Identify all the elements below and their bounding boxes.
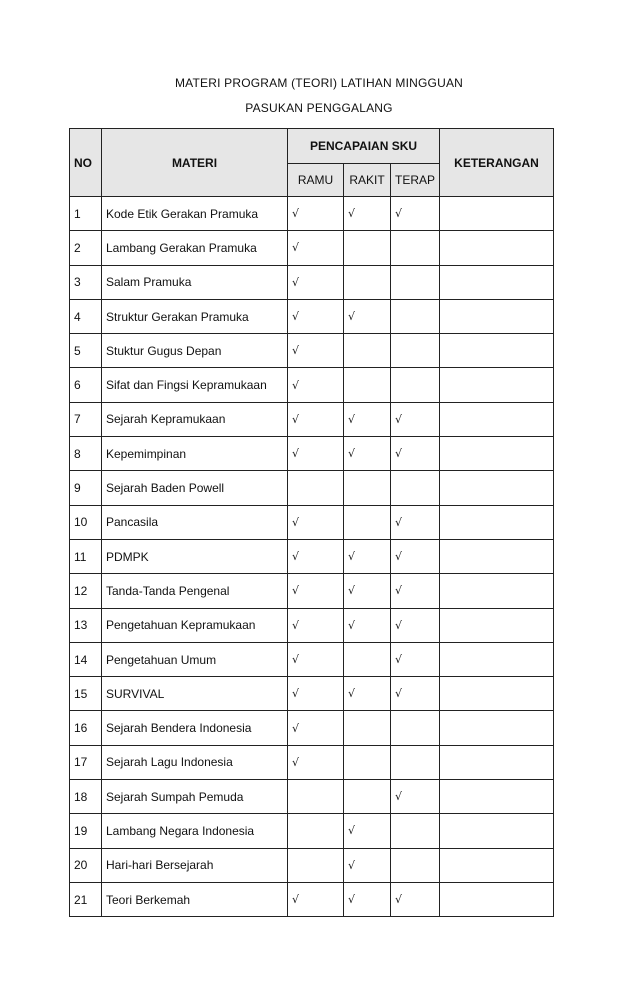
cell-no: 9 [70, 471, 102, 505]
cell-materi: Sejarah Lagu Indonesia [102, 745, 288, 779]
table-row [70, 368, 554, 402]
cell-terap-check: √ [391, 505, 440, 539]
cell-keterangan [440, 334, 554, 368]
cell-terap-check [391, 299, 440, 333]
document-subtitle: PASUKAN PENGGALANG [245, 101, 393, 115]
cell-rakit-check: √ [344, 608, 391, 642]
cell-ramu-check: √ [288, 437, 344, 471]
cell-materi: Pancasila [102, 505, 288, 539]
sku-table [69, 128, 554, 917]
cell-no: 12 [70, 574, 102, 608]
cell-keterangan [440, 574, 554, 608]
cell-ramu-check: √ [288, 608, 344, 642]
table-row [70, 299, 554, 333]
table-row [70, 745, 554, 779]
table-row [70, 608, 554, 642]
cell-rakit-check: √ [344, 299, 391, 333]
cell-terap-check: √ [391, 642, 440, 676]
cell-rakit-check [344, 711, 391, 745]
cell-keterangan [440, 197, 554, 231]
table-row [70, 505, 554, 539]
cell-no: 3 [70, 265, 102, 299]
cell-materi: Lambang Negara Indonesia [102, 814, 288, 848]
cell-materi: Sejarah Bendera Indonesia [102, 711, 288, 745]
cell-ramu-check: √ [288, 231, 344, 265]
cell-terap-check [391, 265, 440, 299]
header-terap: TERAP [391, 164, 440, 197]
cell-no: 7 [70, 402, 102, 436]
cell-ramu-check [288, 471, 344, 505]
cell-terap-check [391, 368, 440, 402]
table-row [70, 437, 554, 471]
cell-materi: PDMPK [102, 539, 288, 573]
cell-ramu-check: √ [288, 574, 344, 608]
cell-ramu-check: √ [288, 402, 344, 436]
header-ramu: RAMU [288, 164, 344, 197]
cell-terap-check [391, 231, 440, 265]
cell-materi: Kepemimpinan [102, 437, 288, 471]
cell-rakit-check [344, 265, 391, 299]
cell-terap-check: √ [391, 574, 440, 608]
cell-keterangan [440, 299, 554, 333]
cell-rakit-check [344, 505, 391, 539]
cell-keterangan [440, 402, 554, 436]
cell-keterangan [440, 711, 554, 745]
cell-keterangan [440, 231, 554, 265]
cell-materi: Struktur Gerakan Pramuka [102, 299, 288, 333]
cell-terap-check: √ [391, 402, 440, 436]
cell-keterangan [440, 882, 554, 916]
cell-no: 15 [70, 677, 102, 711]
table-row [70, 780, 554, 814]
cell-rakit-check: √ [344, 848, 391, 882]
cell-materi: Pengetahuan Kepramukaan [102, 608, 288, 642]
table-header [70, 129, 554, 197]
cell-terap-check: √ [391, 197, 440, 231]
cell-terap-check: √ [391, 677, 440, 711]
table-row [70, 265, 554, 299]
cell-no: 1 [70, 197, 102, 231]
cell-rakit-check [344, 745, 391, 779]
cell-rakit-check [344, 780, 391, 814]
cell-terap-check: √ [391, 780, 440, 814]
cell-materi: Sifat dan Fingsi Kepramukaan [102, 368, 288, 402]
table-row [70, 197, 554, 231]
cell-terap-check [391, 745, 440, 779]
cell-rakit-check [344, 334, 391, 368]
header-no: NO [70, 129, 102, 197]
table-row [70, 848, 554, 882]
cell-keterangan [440, 642, 554, 676]
table-row [70, 574, 554, 608]
cell-rakit-check [344, 368, 391, 402]
cell-terap-check [391, 814, 440, 848]
cell-ramu-check: √ [288, 745, 344, 779]
cell-rakit-check [344, 231, 391, 265]
cell-keterangan [440, 780, 554, 814]
cell-rakit-check: √ [344, 539, 391, 573]
cell-terap-check: √ [391, 539, 440, 573]
document-title: MATERI PROGRAM (TEORI) LATIHAN MINGGUAN [174, 76, 464, 90]
cell-ramu-check [288, 814, 344, 848]
cell-ramu-check: √ [288, 265, 344, 299]
cell-rakit-check: √ [344, 437, 391, 471]
cell-terap-check [391, 711, 440, 745]
cell-keterangan [440, 745, 554, 779]
table-row [70, 402, 554, 436]
cell-materi: Salam Pramuka [102, 265, 288, 299]
cell-materi: Sejarah Baden Powell [102, 471, 288, 505]
cell-ramu-check: √ [288, 882, 344, 916]
table-row [70, 642, 554, 676]
cell-materi: Kode Etik Gerakan Pramuka [102, 197, 288, 231]
cell-terap-check [391, 334, 440, 368]
cell-rakit-check [344, 471, 391, 505]
cell-rakit-check: √ [344, 574, 391, 608]
cell-no: 5 [70, 334, 102, 368]
cell-ramu-check: √ [288, 334, 344, 368]
cell-materi: Sejarah Sumpah Pemuda [102, 780, 288, 814]
cell-no: 19 [70, 814, 102, 848]
cell-materi: Stuktur Gugus Depan [102, 334, 288, 368]
cell-no: 21 [70, 882, 102, 916]
cell-ramu-check [288, 780, 344, 814]
table-row [70, 677, 554, 711]
cell-ramu-check: √ [288, 299, 344, 333]
cell-no: 14 [70, 642, 102, 676]
cell-keterangan [440, 814, 554, 848]
cell-rakit-check [344, 642, 391, 676]
header-keterangan: KETERANGAN [440, 129, 554, 197]
cell-keterangan [440, 539, 554, 573]
cell-rakit-check: √ [344, 882, 391, 916]
table-row [70, 814, 554, 848]
cell-materi: SURVIVAL [102, 677, 288, 711]
cell-ramu-check: √ [288, 197, 344, 231]
cell-terap-check [391, 848, 440, 882]
table-row [70, 882, 554, 916]
cell-ramu-check: √ [288, 539, 344, 573]
cell-keterangan [440, 471, 554, 505]
cell-keterangan [440, 505, 554, 539]
cell-no: 2 [70, 231, 102, 265]
table-body [70, 197, 554, 917]
cell-keterangan [440, 437, 554, 471]
table-row [70, 711, 554, 745]
cell-terap-check: √ [391, 882, 440, 916]
cell-materi: Hari-hari Bersejarah [102, 848, 288, 882]
cell-materi: Sejarah Kepramukaan [102, 402, 288, 436]
cell-ramu-check: √ [288, 505, 344, 539]
cell-no: 4 [70, 299, 102, 333]
cell-rakit-check: √ [344, 197, 391, 231]
cell-keterangan [440, 677, 554, 711]
cell-no: 17 [70, 745, 102, 779]
cell-ramu-check: √ [288, 677, 344, 711]
header-pencapaian-sku: PENCAPAIAN SKU [288, 129, 440, 164]
table-row [70, 539, 554, 573]
header-materi: MATERI [102, 129, 288, 197]
cell-no: 13 [70, 608, 102, 642]
cell-no: 6 [70, 368, 102, 402]
cell-terap-check: √ [391, 608, 440, 642]
cell-materi: Teori Berkemah [102, 882, 288, 916]
cell-no: 11 [70, 539, 102, 573]
cell-keterangan [440, 368, 554, 402]
cell-terap-check [391, 471, 440, 505]
header-rakit: RAKIT [344, 164, 391, 197]
cell-ramu-check: √ [288, 642, 344, 676]
cell-materi: Pengetahuan Umum [102, 642, 288, 676]
cell-keterangan [440, 848, 554, 882]
cell-ramu-check [288, 848, 344, 882]
cell-no: 18 [70, 780, 102, 814]
cell-ramu-check: √ [288, 711, 344, 745]
cell-keterangan [440, 265, 554, 299]
table-row [70, 334, 554, 368]
cell-materi: Lambang Gerakan Pramuka [102, 231, 288, 265]
cell-materi: Tanda-Tanda Pengenal [102, 574, 288, 608]
cell-no: 16 [70, 711, 102, 745]
cell-keterangan [440, 608, 554, 642]
cell-no: 10 [70, 505, 102, 539]
table-row [70, 231, 554, 265]
cell-terap-check: √ [391, 437, 440, 471]
cell-ramu-check: √ [288, 368, 344, 402]
cell-rakit-check: √ [344, 402, 391, 436]
table-row [70, 471, 554, 505]
cell-rakit-check: √ [344, 814, 391, 848]
cell-no: 8 [70, 437, 102, 471]
cell-no: 20 [70, 848, 102, 882]
cell-rakit-check: √ [344, 677, 391, 711]
